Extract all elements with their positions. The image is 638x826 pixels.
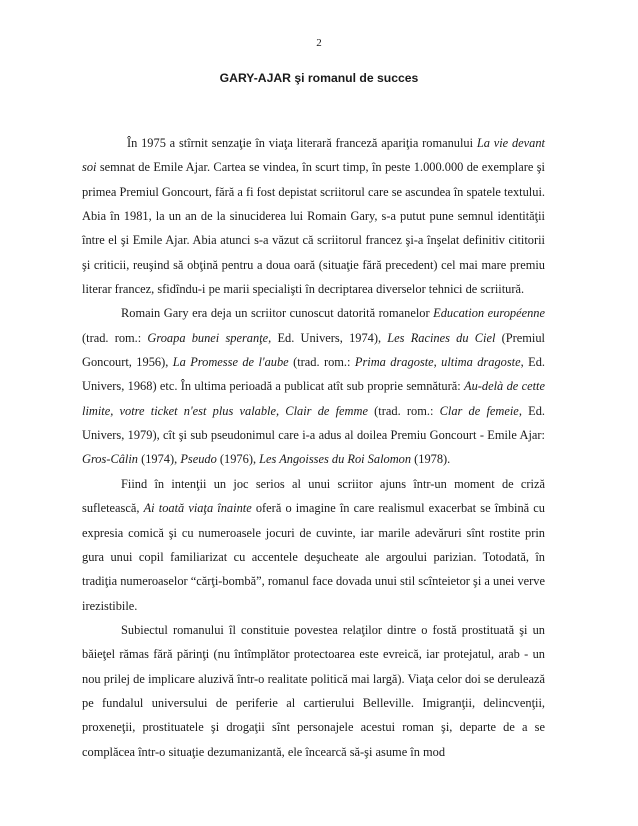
italic-title-run: Les Racines du Ciel — [387, 330, 496, 345]
text-run: (1978). — [411, 452, 451, 467]
italic-title-run: Au-delà de cette limite, votre ticket n'est plus valable, Clair de femme — [82, 379, 545, 418]
text-run: semnat de Emile Ajar. Cartea se vindea, în scurt timp, în peste 1.000.000 de exemplare şi primea Premiul Goncourt, fără a fi fost depistat scriitorul care se ascundea în spatele textului. Abia în 1981, la un an de la sinuciderea lui Romain Gary, s-a putut pune semnul identităţii între el şi Emile Ajar. Abia atunci s-a văzut că scriitorul francez şi-a înşelat definitiv cititorii şi criticii, reuşind să obţină pentru a doua oară (situaţie fără precedent) cel mai mare premiu literar francez, sfidîndu-i pe marii specialişti în decriptarea diverselor tehnici de scriitură. — [82, 160, 545, 297]
document-body — [82, 131, 545, 764]
italic-title-run: La vie devant soi — [82, 136, 545, 175]
body-paragraph — [82, 618, 545, 764]
italic-title-run: Education européenne — [433, 306, 545, 321]
italic-title-run: Prima dragoste, ultima dragoste — [354, 355, 521, 370]
page-number: 2 — [316, 37, 322, 49]
italic-title-run: Pseudo — [180, 452, 217, 467]
text-run: (trad. rom.: — [82, 330, 148, 345]
italic-title-run: Gros-Câlin — [82, 452, 138, 467]
document-title: GARY-AJAR şi romanul de succes — [219, 71, 419, 85]
italic-title-run: Groapa bunei speranţe — [147, 330, 269, 345]
text-run: (Premiul Goncourt, 1956), — [82, 330, 545, 370]
text-run: , Ed. Univers, 1979), cît şi sub pseudonimul care i-a adus al doilea Premiu Goncourt - Emile Ajar: — [82, 403, 545, 443]
text-run: Subiectul romanului îl constituie povestea relaţilor dintre o fostă prostituată şi un băieţel rămas fără părinţi (nu întîmplător protectoarea este evreică, iar protejatul, arab - un nou prilej de implicare aluzivă într-o realitate politică mai largă). Viaţa celor doi se derulează pe fundalul universului de periferie al cartierului Belleville. Imigranţii, delincvenţii, proxeneţii, prostituatele şi drogaţii sînt personajele acestui roman şi, departe de a se complăcea într-o situaţie dezumanizantă, ele încearcă să-şi asume în mod — [82, 622, 545, 759]
text-run: (trad. rom.: — [367, 403, 440, 418]
body-paragraph — [82, 131, 545, 301]
text-run: , Ed. Univers, 1974), — [268, 330, 388, 345]
text-run: (1974), — [138, 452, 181, 467]
italic-title-run: Les Angoisses du Roi Salomon — [259, 452, 412, 467]
text-run: (trad. rom.: — [288, 355, 355, 370]
italic-title-run: Clar de femeie — [439, 403, 519, 418]
text-run: Romain Gary era deja un scriitor cunoscut datorită romanelor — [121, 306, 434, 321]
text-run: Fiind în intenţii un joc serios al unui scriitor ajuns într-un moment de criză sufletească, — [82, 476, 545, 516]
italic-title-run: Ai toată viaţa înainte — [143, 501, 252, 516]
italic-title-run: La Promesse de l'aube — [172, 355, 289, 370]
text-run: oferă o imagine în care realismul exacerbat se îmbină cu expresia comică şi cu numeroasele jocuri de cuvinte, iar marile adevăruri sînt rostite prin gura unui copil familiarizat cu accentele deşucheate ale argoului parizian. Totodată, în tradiţia numeroaselor “cărţi-bombă”, romanul face dovada unui stil scînteietor şi a unei verve irezistibile. — [82, 501, 545, 613]
body-paragraph — [82, 472, 545, 618]
text-run: , Ed. Univers, 1968) etc. În ultima perioadă a publicat atît sub proprie semnătură: — [82, 355, 545, 394]
text-run: În 1975 a stîrnit senzaţie în viaţa literară franceză apariţia romanului — [127, 136, 477, 150]
body-paragraph — [82, 301, 545, 471]
text-run: (1976), — [216, 452, 260, 467]
